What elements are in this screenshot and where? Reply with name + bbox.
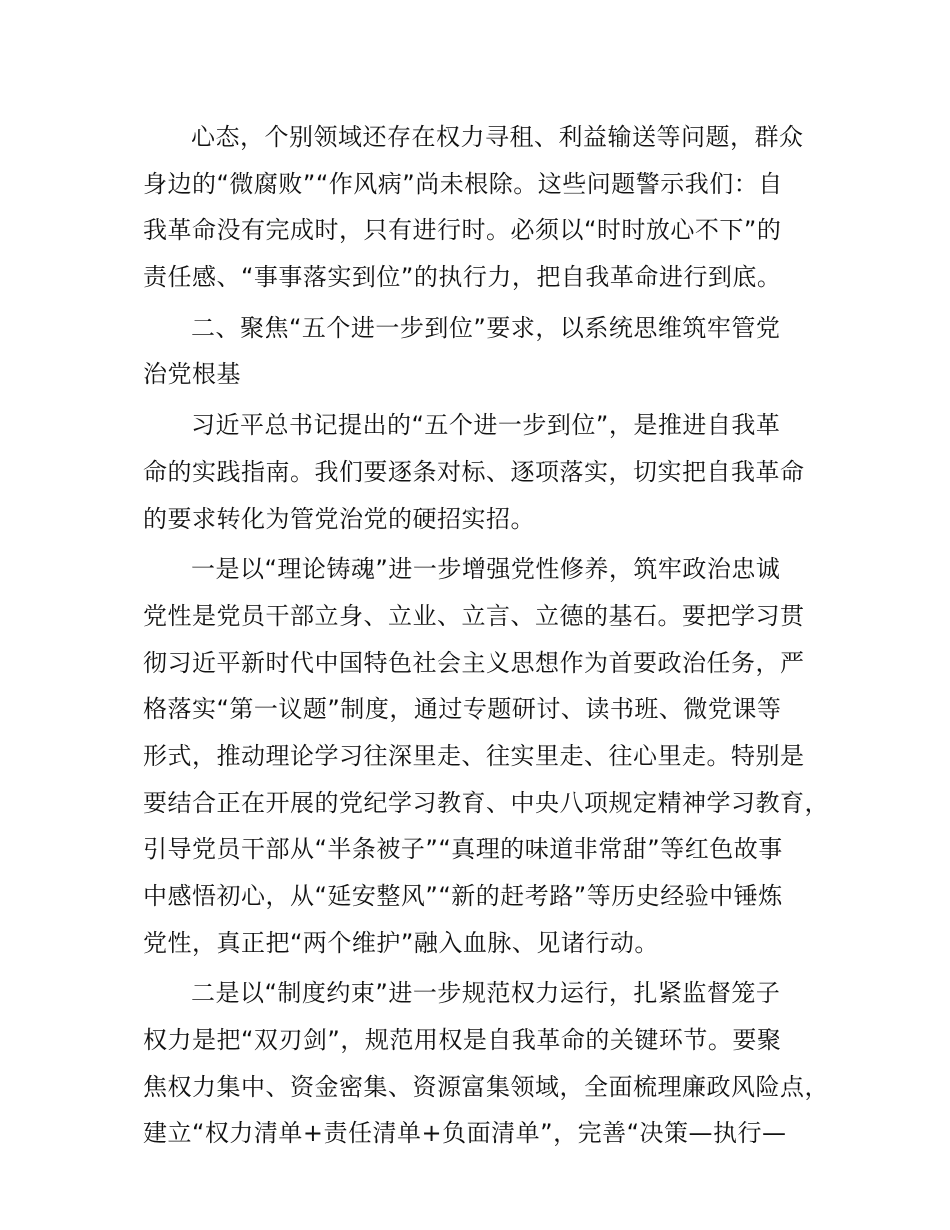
text-line: 心态，个别领域还存在权力寻租、利益输送等问题，群众	[191, 123, 804, 151]
paragraph	[143, 114, 833, 301]
text-line: 焦权力集中、资金密集、资源富集领域，全面梳理廉政风险点，	[143, 1072, 829, 1101]
text-line: 建立“权力清单+责任清单+负面清单”，完善“决策—执行—	[143, 1119, 787, 1148]
text-line: 命的实践指南。我们要逐条对标、逐项落实，切实把自我革命	[143, 457, 805, 486]
text-line: 党性是党员干部立身、立业、立言、立德的基石。要把学习贯	[143, 601, 805, 630]
section-heading	[143, 305, 833, 398]
text-line: 权力是把“双刃剑”，规范用权是自我革命的关键环节。要聚	[143, 1026, 782, 1055]
text-line: 二是以“制度约束”进一步规范权力运行，扎紧监督笼子	[191, 979, 781, 1008]
text-line: 身边的“微腐败”“作风病”尚未根除。这些问题警示我们：自	[143, 169, 783, 198]
text-line: 的要求转化为管党治党的硬招实招。	[143, 504, 535, 533]
paragraph	[143, 546, 833, 966]
text-line: 中感悟初心，从“延安整风”“新的赶考路”等历史经验中锤炼	[143, 882, 783, 910]
document-body	[143, 114, 833, 1157]
text-line: 形式，推动理论学习往深里走、往实里走、往心里走。特别是	[143, 741, 805, 770]
text-line: 格落实“第一议题”制度，通过专题研讨、读书班、微党课等	[143, 695, 782, 724]
text-line: 党性，真正把“两个维护”融入血脉、见诸行动。	[143, 928, 659, 957]
text-line: 引导党员干部从“半条被子”“真理的味道非常甜”等红色故事	[143, 835, 783, 864]
text-line: 彻习近平新时代中国特色社会主义思想作为首要政治任务，严	[143, 648, 805, 677]
text-line: 二、聚焦“五个进一步到位”要求，以系统思维筑牢管党	[191, 313, 781, 342]
paragraph	[143, 970, 833, 1157]
text-line: 一是以“理论铸魂”进一步增强党性修养，筑牢政治忠诚	[191, 555, 781, 584]
text-line: 习近平总书记提出的“五个进一步到位”，是推进自我革	[191, 411, 781, 440]
text-line: 责任感、“事事落实到位”的执行力，把自我革命进行到底。	[143, 263, 782, 292]
text-line: 要结合正在开展的党纪学习教育、中央八项规定精神学习教育，	[143, 788, 829, 817]
paragraph	[143, 402, 833, 542]
text-line: 治党根基	[143, 360, 241, 389]
text-line: 我革命没有完成时，只有进行时。必须以“时时放心不下”的	[143, 216, 782, 245]
